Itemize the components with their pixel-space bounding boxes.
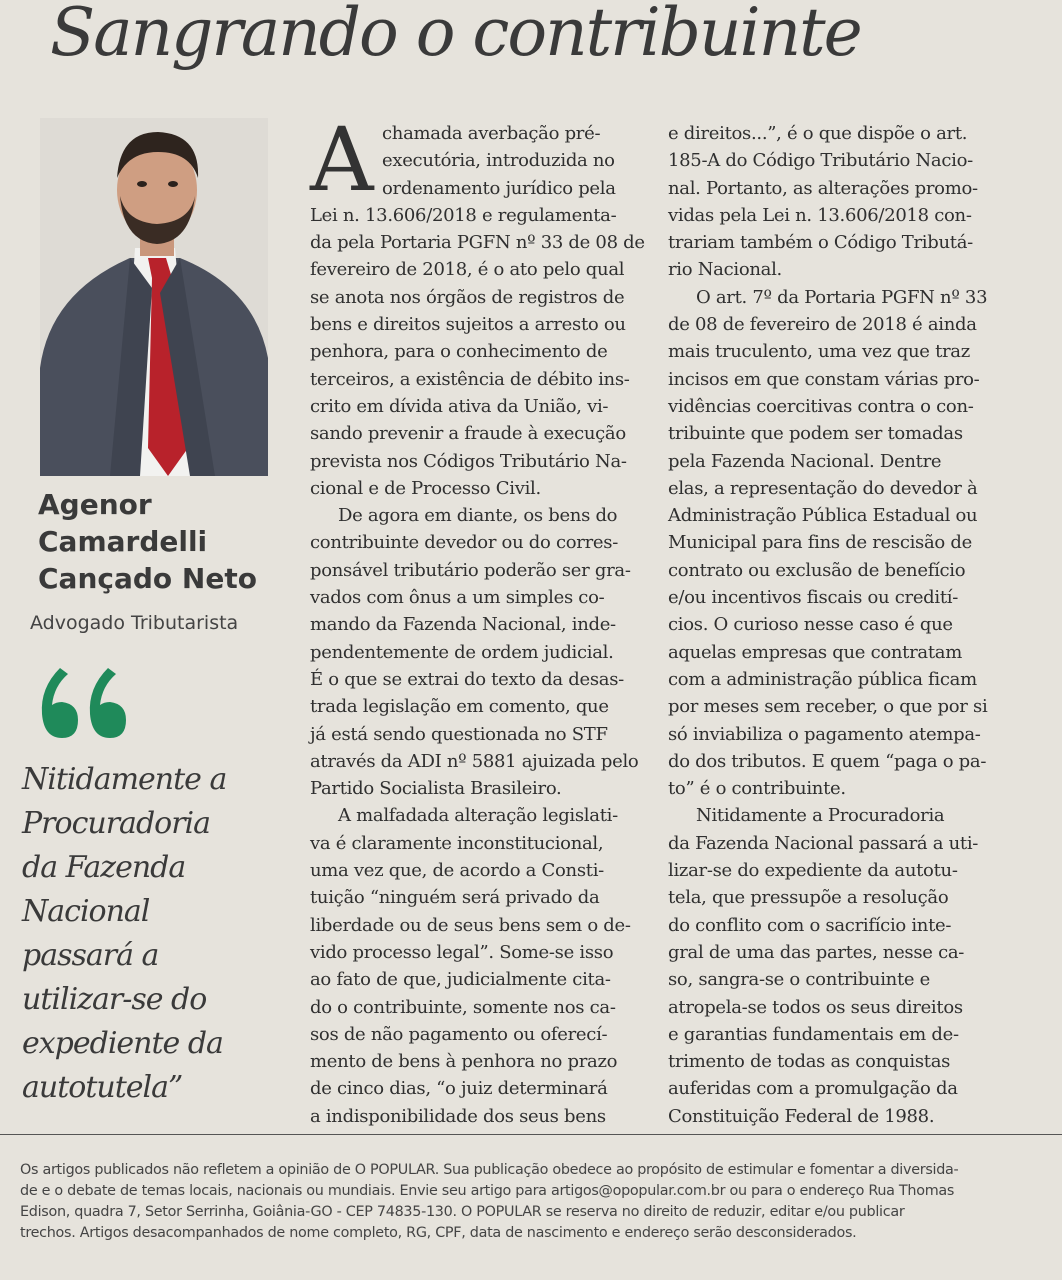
article-line: Constituição Federal de 1988.: [668, 1105, 935, 1127]
article-line: Nitidamente a Procuradoria: [696, 805, 945, 827]
pull-quote-line: Nitidamente a: [22, 762, 227, 797]
article-line: e garantias fundamentais em de-: [668, 1023, 959, 1045]
article-line: atropela-se todos os seus direitos: [668, 996, 963, 1018]
quote-mark-icon: [34, 658, 130, 748]
article-line: sos de não pagamento ou oferecí-: [310, 1023, 608, 1045]
article-line: terceiros, a existência de débito ins-: [310, 368, 630, 390]
article-column-1: [310, 120, 660, 1130]
pull-quote: [22, 758, 284, 1110]
article-line: mais truculento, uma vez que traz: [668, 341, 970, 363]
disclaimer-line: de e o debate de temas locais, nacionais ou mundiais. Envie seu artigo para artigos@opopular.com.br ou para o endereço Rua Thomas: [20, 1183, 955, 1199]
article-line: Lei n. 13.606/2018 e regulamenta-: [310, 204, 617, 226]
article-line: contribuinte devedor ou do corres-: [310, 532, 618, 554]
article-line: contrato ou exclusão de benefício: [668, 559, 966, 581]
pull-quote-line: expediente da: [22, 1026, 223, 1061]
article-line: vados com ônus a um simples co-: [310, 587, 605, 609]
article-line: uma vez que, de acordo a Consti-: [310, 860, 604, 882]
article-line: pendentemente de ordem judicial.: [310, 641, 614, 663]
article-line: bens e direitos sujeitos a arresto ou: [310, 314, 626, 336]
article-line: Administração Pública Estadual ou: [668, 505, 978, 527]
article-line: tribuinte que podem ser tomadas: [668, 423, 963, 445]
article-line: por meses sem receber, o que por si: [668, 696, 988, 718]
article-line: mento de bens à penhora no prazo: [310, 1051, 618, 1073]
headline: Sangrando o contribuinte: [50, 0, 861, 71]
article-line: fevereiro de 2018, é o ato pelo qual: [310, 259, 625, 281]
article-line: e direitos...”, é o que dispõe o art.: [668, 123, 968, 144]
article-line: De agora em diante, os bens do: [338, 505, 618, 527]
article-line: tuição “ninguém será privado da: [310, 887, 600, 909]
article-line: vidas pela Lei n. 13.606/2018 con-: [668, 204, 972, 226]
article-line: vidências coercitivas contra o con-: [668, 395, 974, 417]
author-role: Advogado Tributarista: [30, 612, 239, 634]
article-line: so, sangra-se o contribuinte e: [668, 969, 931, 991]
article-column-2: [668, 120, 1018, 1130]
pull-quote-line: passará a: [22, 938, 159, 973]
article-line: chamada averbação pré-: [382, 123, 601, 144]
article-line: Municipal para fins de rescisão de: [668, 532, 972, 554]
article-line: trada legislação em comento, que: [310, 696, 609, 718]
article-line: 185-A do Código Tributário Nacio-: [668, 150, 973, 172]
pull-quote-line: Nacional: [22, 894, 150, 929]
article-line: cional e de Processo Civil.: [310, 477, 541, 499]
article-line: prevista nos Códigos Tributário Na-: [310, 450, 627, 472]
disclaimer-line: trechos. Artigos desacompanhados de nome completo, RG, CPF, data de nascimento e endereço serão desconsiderados.: [20, 1225, 857, 1241]
article-line: com a administração pública ficam: [668, 668, 977, 690]
article-line: trariam também o Código Tributá-: [668, 232, 973, 254]
article-line: elas, a representação do devedor à: [668, 477, 978, 499]
article-line: de cinco dias, “o juiz determinará: [310, 1078, 608, 1100]
article-line: executória, introduzida no: [382, 150, 615, 172]
article-line: tela, que pressupõe a resolução: [668, 887, 949, 909]
article-line: da pela Portaria PGFN nº 33 de 08 de: [310, 232, 645, 254]
article-line: auferidas com a promulgação da: [668, 1078, 958, 1100]
disclaimer-line: Os artigos publicados não refletem a opinião de O POPULAR. Sua publicação obedece ao propósito de estimular e fomentar a diversida-: [20, 1162, 959, 1178]
article-line: cios. O curioso nesse caso é que: [668, 614, 953, 636]
article-line: do conflito com o sacrifício inte-: [668, 914, 952, 936]
article-line: já está sendo questionada no STF: [310, 723, 608, 745]
author-name-line: Agenor: [38, 488, 152, 521]
article-line: aquelas empresas que contratam: [668, 641, 962, 663]
article-line: só inviabiliza o pagamento atempa-: [668, 723, 981, 745]
article-line: penhora, para o conhecimento de: [310, 341, 608, 363]
author-name: [38, 486, 288, 597]
article-line: sando prevenir a fraude à execução: [310, 423, 626, 445]
article-line: A malfadada alteração legislati-: [338, 805, 618, 827]
article-line: ordenamento jurídico pela: [382, 177, 616, 199]
pull-quote-line: Procuradoria: [22, 806, 211, 841]
article-line: trimento de todas as conquistas: [668, 1051, 951, 1073]
author-photo: [40, 118, 268, 476]
article-line: incisos em que constam várias pro-: [668, 368, 980, 390]
pull-quote-line: utilizar-se do: [22, 982, 207, 1017]
article-line: ao fato de que, judicialmente cita-: [310, 969, 611, 991]
article-line: mando da Fazenda Nacional, inde-: [310, 614, 616, 636]
article-line: pela Fazenda Nacional. Dentre: [668, 450, 942, 472]
article-line: va é claramente inconstitucional,: [310, 832, 604, 854]
article-line: a indisponibilidade dos seus bens: [310, 1105, 606, 1127]
article-line: através da ADI nº 5881 ajuizada pelo: [310, 750, 639, 772]
article-line: ponsável tributário poderão ser gra-: [310, 559, 631, 581]
article-line: se anota nos órgãos de registros de: [310, 286, 625, 308]
author-name-line: Cançado Neto: [38, 562, 257, 595]
article-line: de 08 de fevereiro de 2018 é ainda: [668, 314, 977, 336]
article-line: crito em dívida ativa da União, vi-: [310, 395, 609, 417]
drop-cap: A: [310, 108, 374, 211]
article-line: lizar-se do expediente da autotu-: [668, 860, 958, 882]
article-line: to” é o contribuinte.: [668, 778, 846, 800]
pull-quote-line: autotutela”: [22, 1070, 183, 1105]
article-line: do dos tributos. E quem “paga o pa-: [668, 750, 987, 772]
disclaimer-line: Edison, quadra 7, Setor Serrinha, Goiânia-GO - CEP 74835-130. O POPULAR se reserva no direito de reduzir, editar e/ou publicar: [20, 1204, 905, 1220]
divider: [0, 1134, 1062, 1135]
article-line: do o contribuinte, somente nos ca-: [310, 996, 616, 1018]
article-line: gral de uma das partes, nesse ca-: [668, 941, 965, 963]
article-line: da Fazenda Nacional passará a uti-: [668, 832, 979, 854]
author-name-line: Camardelli: [38, 525, 208, 558]
pull-quote-line: da Fazenda: [22, 850, 186, 885]
disclaimer: [20, 1160, 1060, 1244]
article-line: rio Nacional.: [668, 259, 782, 281]
article-line: liberdade ou de seus bens sem o de-: [310, 914, 631, 936]
article-line: O art. 7º da Portaria PGFN nº 33: [696, 286, 988, 308]
article-line: vido processo legal”. Some-se isso: [310, 941, 614, 963]
article-line: É o que se extrai do texto da desas-: [310, 668, 624, 690]
article-line: e/ou incentivos fiscais ou credití-: [668, 587, 959, 609]
article-line: nal. Portanto, as alterações promo-: [668, 177, 978, 199]
article-line: Partido Socialista Brasileiro.: [310, 778, 562, 800]
